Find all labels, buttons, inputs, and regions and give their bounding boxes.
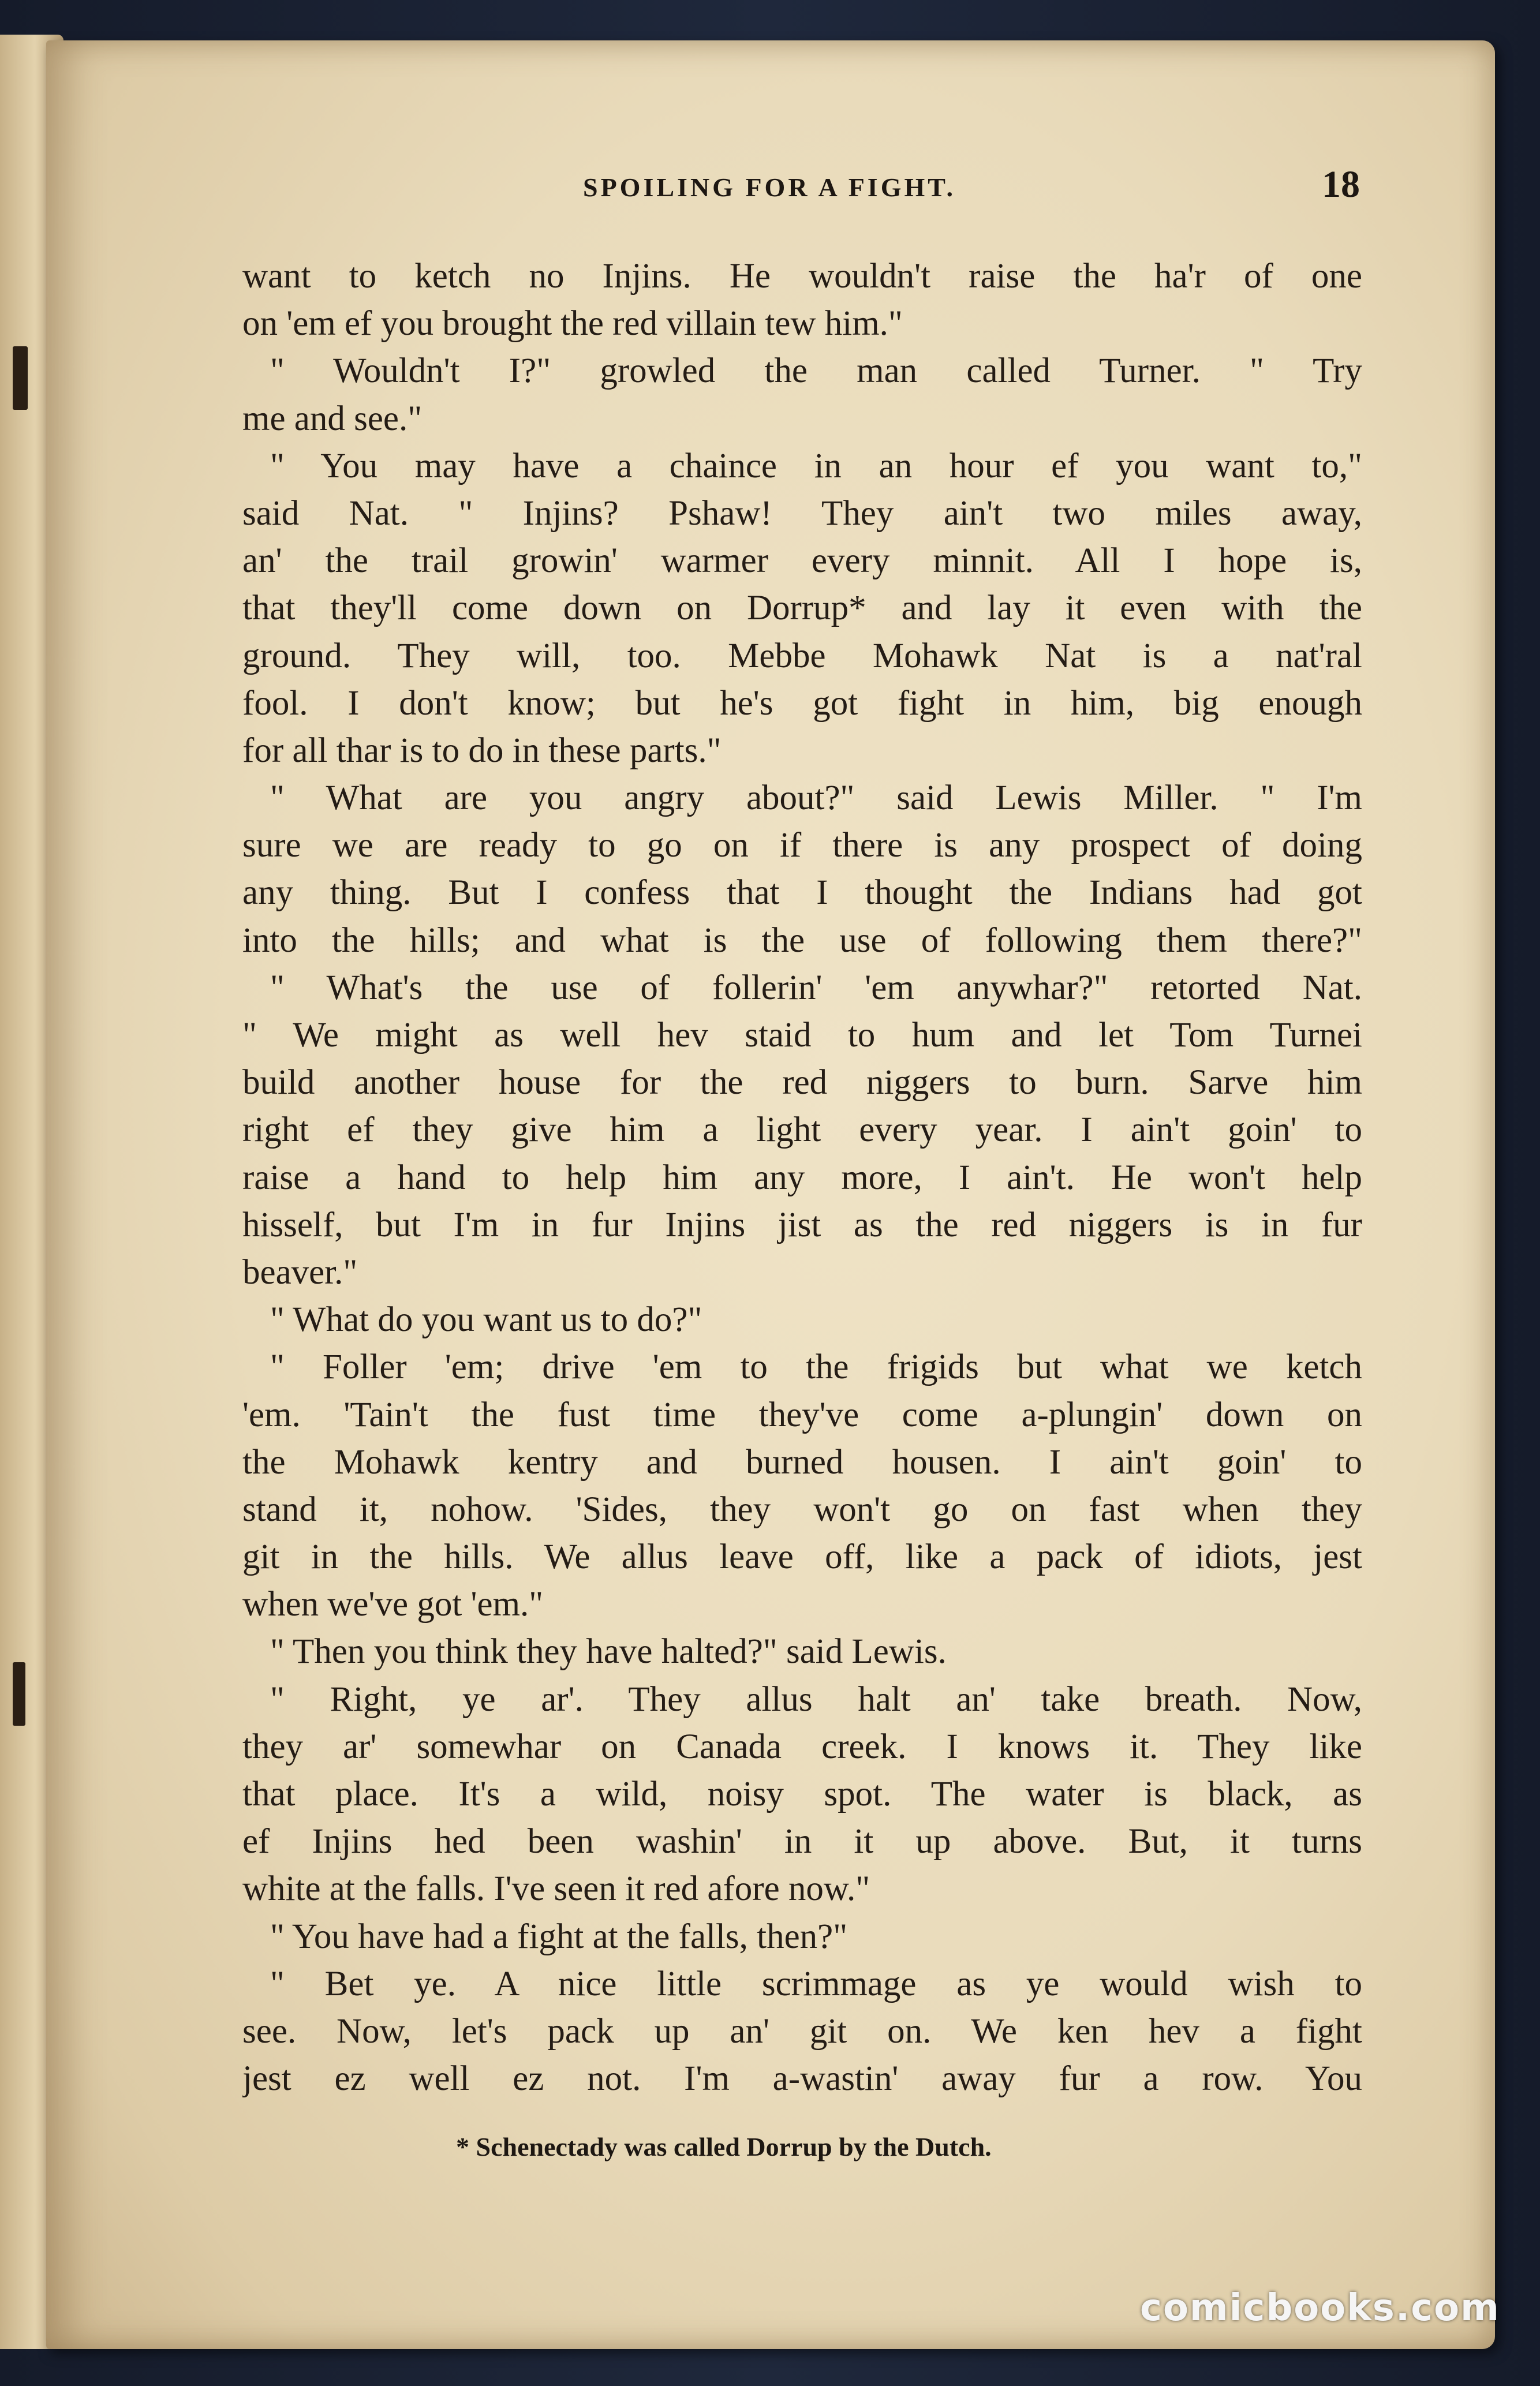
text-line: " Foller 'em; drive 'em to the frigids but what we ketch (270, 1348, 1362, 1387)
text-line: jest ez well ez not. I'm a-wastin' away fur a row. You (242, 2059, 1362, 2099)
text-line: the Mohawk kentry and burned housen. I ain't goin' to (242, 1442, 1362, 1482)
text-line: " You may have a chaince in an hour ef you want to," (270, 446, 1362, 485)
text-line: white at the falls. I've seen it red afore now." (242, 1869, 870, 1909)
text-line: when we've got 'em." (242, 1585, 544, 1624)
text-line: hisself, but I'm in fur Injins jist as the red niggers is in fur (242, 1205, 1362, 1244)
body-text (242, 253, 1362, 2103)
text-line: " Wouldn't I?" growled the man called Turner. " Try (270, 351, 1362, 391)
footnote: * Schenectady was called Dorrup by the Dutch. (456, 2132, 992, 2161)
binding-hole-top (13, 346, 28, 410)
text-line: any thing. But I confess that I thought the Indians had got (242, 873, 1362, 912)
text-line: sure we are ready to go on if there is any prospect of doing (242, 826, 1362, 865)
text-line: for all thar is to do in these parts." (242, 731, 722, 770)
text-line: ground. They will, too. Mebbe Mohawk Nat is a nat'ral (242, 636, 1362, 675)
text-line: build another house for the red niggers to burn. Sarve him (242, 1063, 1362, 1102)
page-number: 18 (1322, 163, 1360, 205)
text-line: " What's the use of follerin' 'em anywhar?" retorted Nat. (270, 968, 1362, 1007)
text-line: they ar' somewhar on Canada creek. I knows it. They like (242, 1727, 1362, 1766)
text-line: on 'em ef you brought the red villain tew him." (242, 304, 903, 343)
text-line: right ef they give him a light every year. I ain't goin' to (242, 1110, 1362, 1150)
text-line: see. Now, let's pack up an' git on. We ken hev a fight (242, 2011, 1362, 2051)
text-line: " We might as well hev staid to hum and let Tom Turnei (242, 1016, 1362, 1054)
text-line: stand it, nohow. 'Sides, they won't go on fast when they (242, 1490, 1362, 1529)
watermark: comicbooks.com (1140, 2287, 1500, 2329)
text-line: " What do you want us to do?" (270, 1300, 702, 1340)
text-line: want to ketch no Injins. He wouldn't raise the ha'r of one (242, 257, 1362, 296)
text-line: an' the trail growin' warmer every minnit. All I hope is, (242, 541, 1362, 581)
text-line: that place. It's a wild, noisy spot. The water is black, as (242, 1775, 1362, 1813)
text-line: beaver." (242, 1252, 358, 1292)
text-line: fool. I don't know; but he's got fight in him, big enough (242, 683, 1362, 723)
text-line: that they'll come down on Dorrup* and lay it even with the (242, 589, 1362, 628)
text-line: git in the hills. We allus leave off, like a pack of idiots, jest (242, 1538, 1362, 1577)
text-line: " Then you think they have halted?" said Lewis. (270, 1632, 947, 1671)
text-line: said Nat. " Injins? Pshaw! They ain't two miles away, (242, 493, 1362, 533)
text-line: " Bet ye. A nice little scrimmage as ye would wish to (270, 1964, 1362, 2003)
text-line: " You have had a fight at the falls, then?" (270, 1917, 848, 1956)
text-line: raise a hand to help him any more, I ain't. He won't help (242, 1158, 1362, 1197)
text-line: 'em. 'Tain't the fust time they've come a-plungin' down on (242, 1395, 1362, 1434)
binding-hole-bottom (13, 1662, 25, 1726)
text-line: " What are you angry about?" said Lewis Miller. " I'm (270, 779, 1362, 818)
text-line: into the hills; and what is the use of following them there?" (242, 921, 1362, 960)
text-line: ef Injins hed been washin' in it up above. But, it turns (242, 1822, 1362, 1861)
text-line: " Right, ye ar'. They allus halt an' take breath. Now, (270, 1680, 1362, 1719)
text-line: me and see." (242, 399, 423, 438)
running-head: SPOILING FOR A FIGHT. (583, 173, 956, 202)
